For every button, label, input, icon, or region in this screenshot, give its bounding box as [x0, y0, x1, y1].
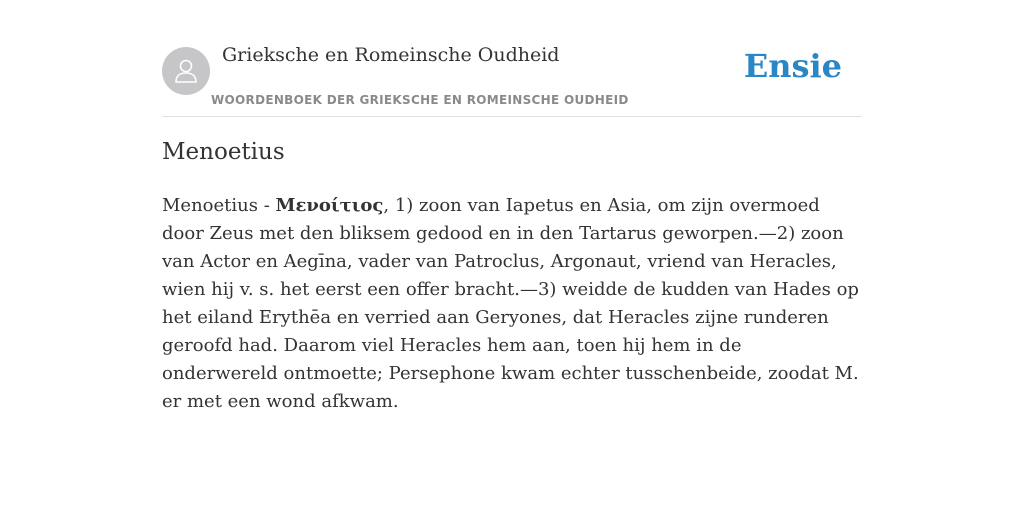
- ensie-logo[interactable]: Ensie: [743, 47, 842, 85]
- entry-lemma: Menoetius -: [162, 195, 276, 216]
- entry-greek-term: Μενοίτιος: [275, 195, 384, 216]
- source-avatar[interactable]: [162, 47, 210, 95]
- entry-definition: , 1) zoon van Iapetus en Asia, om zijn overmoed door Zeus met den bliksem gedood en in den Tartarus geworpen.—2) zoon van Actor en Aegīna, vader van Patroclus, Argonaut, vriend van Heracles, wien hij v. s. het eerst een offer bracht.—3) weidde de kudden van Hades op het eiland Erythēa en verried aan Geryones, dat Heracles zijne runderen geroofd had. Daarom viel Heracles hem aan, toen hij hem in de onderwereld ontmoette; Persephone kwam echter tusschenbeide, zoodat M. er met een wond afkwam.: [162, 195, 859, 412]
- source-subtitle: WOORDENBOEK DER GRIEKSCHE EN ROMEINSCHE OUDHEID: [211, 93, 629, 107]
- source-title[interactable]: Grieksche en Romeinsche Oudheid: [222, 44, 560, 66]
- entry-body: [162, 192, 862, 416]
- user-icon: [172, 57, 200, 85]
- source-header: [162, 0, 862, 117]
- entry-title: Menoetius: [162, 139, 285, 165]
